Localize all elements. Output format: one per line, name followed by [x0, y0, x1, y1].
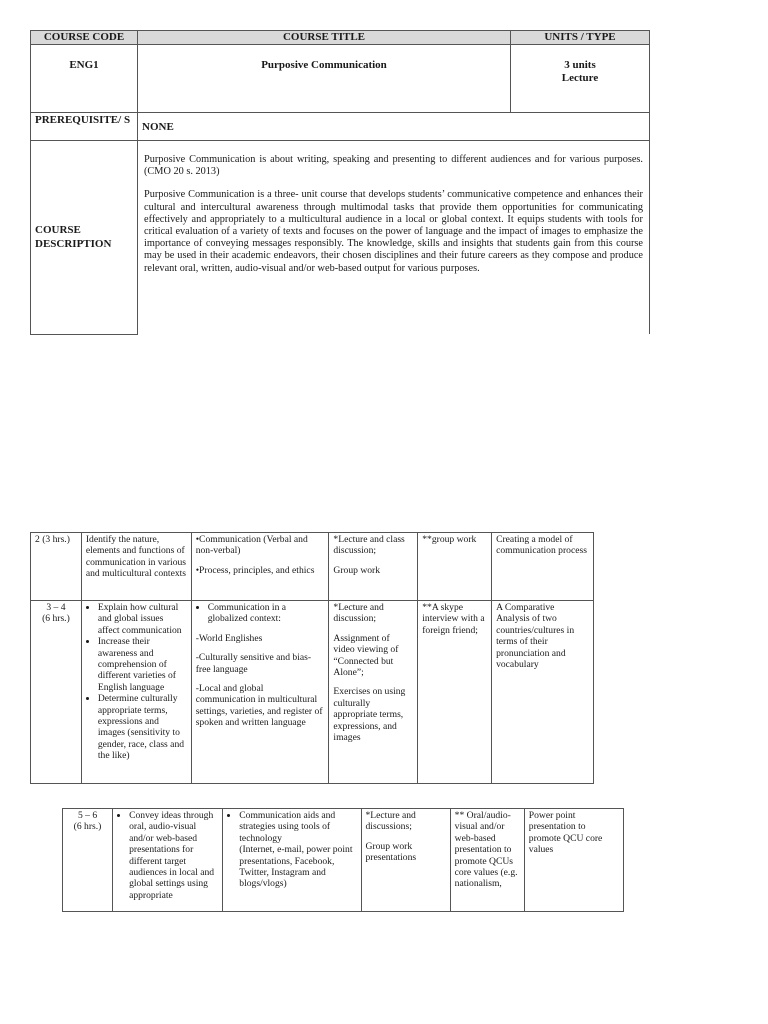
output-cell: Power point presentation to promote QCU core values — [524, 809, 623, 912]
course-units: 3 units — [564, 59, 596, 71]
activity-item: Exercises on using culturally appropriate terms, expressions, and images — [333, 686, 406, 744]
topic-item — [239, 810, 356, 890]
outcomes-cell — [81, 601, 191, 784]
outcome-item: • Convey ideas through oral, audio-visual and/or web-based presentations for different target audiences in local and global settings using appropriate — [129, 810, 218, 901]
activities-cell — [329, 533, 418, 601]
course-code: ENG1 — [31, 45, 138, 113]
course-type: Lecture — [561, 72, 599, 84]
topic-item: •Communication (Verbal and non-verbal) — [195, 534, 308, 557]
topics-cell — [223, 809, 361, 912]
prerequisite-label: PREREQUISITE/ S — [31, 113, 138, 141]
assessment-cell: **A skype interview with a foreign friend; — [418, 601, 492, 784]
topic-text: Communication aids and strategies using tools of technology — [239, 810, 336, 844]
week-cell — [31, 601, 82, 784]
activity-item: Group work presentations — [365, 840, 417, 864]
schedule-table-1 — [30, 532, 594, 784]
outcome-item: • Determine culturally appropriate terms, expressions and images (sensitivity to gender, race, class and the like) — [98, 693, 187, 761]
week-range: 5 – 6 — [77, 810, 98, 821]
header-units-type: UNITS / TYPE — [511, 31, 650, 45]
week-range: 3 – 4 — [46, 602, 66, 613]
week-cell — [63, 809, 113, 912]
description-row — [31, 141, 650, 335]
activities-cell — [329, 601, 418, 784]
activity-item: *Lecture and discussion; — [333, 602, 384, 625]
output-cell: Creating a model of communication process — [492, 533, 594, 601]
topic-text: (Internet, e-mail, power point presentations, Facebook, Twitter, Instagram and blogs/vlogs) — [239, 844, 353, 890]
activity-item: *Lecture and class discussion; — [333, 534, 405, 557]
description-paragraph-1: Purposive Communication is about writing, speaking and presenting to different audiences and for various purposes. (CMO 20 s. 2013) — [144, 154, 643, 178]
activities-cell — [361, 809, 450, 912]
topics-cell — [191, 601, 329, 784]
table-row — [31, 533, 594, 601]
description-label: COURSE DESCRIPTION — [31, 141, 138, 335]
course-row — [31, 45, 650, 113]
schedule-table-2 — [62, 808, 624, 912]
topics-cell — [191, 533, 329, 601]
topic-item: -Culturally sensitive and bias-free language — [195, 652, 312, 675]
topic-item: -Local and global communication in multicultural settings, varieties, and register of spoken and written language — [195, 683, 323, 729]
description-text — [138, 141, 650, 335]
outcome-item: • Increase their awareness and comprehension of different varieties of English language — [98, 636, 187, 693]
table-row — [31, 601, 594, 784]
assessment-cell: **group work — [418, 533, 492, 601]
assessment-cell: ** Oral/audio-visual and/or web-based presentation to promote QCUs core values (e.g. nationalism, — [450, 809, 524, 912]
header-course-code: COURSE CODE — [31, 31, 138, 45]
outcomes-cell: Identify the nature, elements and functions of communication in various and multicultural contexts — [81, 533, 191, 601]
description-paragraph-2: Purposive Communication is a three- unit course that develops students’ communicative competence and enhances their cultural and intercultural awareness through multimodal tasks that provide them opportunities for communicating effectively and appropriately to a multicultural audience in a local or global context. It equips students with tools for critical evaluation of a variety of texts and focuses on the power of language and the impact of images to emphasize the importance of conveying messages responsibly. The knowledge, skills and insights that students gain from this course may be used in their academic endeavors, their chosen disciplines and their future careers as they compose and produce relevant oral, written, audio-visual and/or web-based output for various purposes. — [144, 189, 643, 274]
course-table-header — [31, 31, 650, 45]
topic-item: •Process, principles, and ethics — [195, 564, 315, 576]
output-cell: A Comparative Analysis of two countries/cultures in terms of their pronunciation and vocabulary — [492, 601, 594, 784]
course-info-table — [30, 30, 650, 335]
outcomes-cell — [113, 809, 223, 912]
prerequisite-value: NONE — [138, 113, 650, 141]
week-cell: 2 (3 hrs.) — [31, 533, 82, 601]
topic-item: -World Englishes — [195, 632, 263, 644]
activity-item: *Lecture and discussions; — [365, 810, 416, 833]
table-row — [63, 809, 624, 912]
course-title: Purposive Communication — [138, 45, 511, 113]
prerequisite-row — [31, 113, 650, 141]
activity-item: Assignment of video viewing of “Connected but Alone”; — [333, 632, 399, 679]
course-units-type — [511, 45, 650, 113]
header-course-title: COURSE TITLE — [138, 31, 511, 45]
outcome-item: • Explain how cultural and global issues affect communication — [98, 602, 187, 636]
week-hours: (6 hrs.) — [42, 613, 70, 625]
week-hours: (6 hrs.) — [73, 821, 102, 833]
topic-heading: • Communication in a globalized context: — [208, 602, 325, 625]
activity-item: Group work — [333, 564, 381, 576]
